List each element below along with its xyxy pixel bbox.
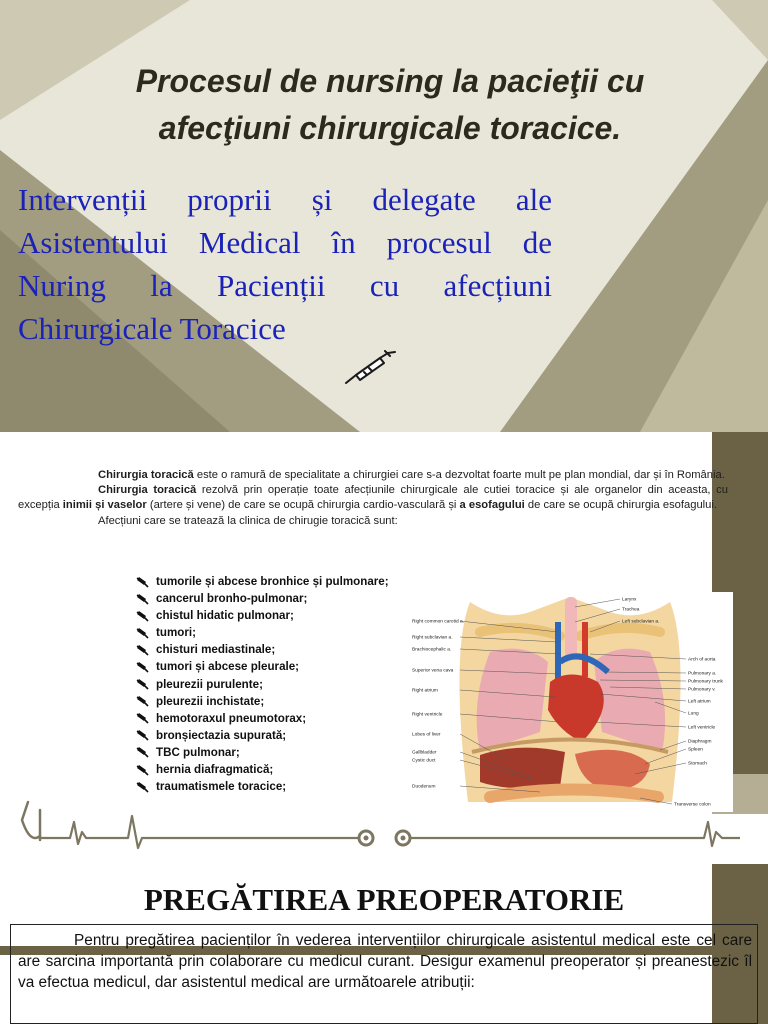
anatomy-label: Pulmonary a.: [688, 671, 717, 677]
list-item-label: pleurezii inchistate;: [156, 694, 265, 708]
anatomy-label: Left atrium: [688, 699, 711, 705]
paragraph-text: de care se ocupă chirurgia esofagului.: [524, 499, 717, 512]
anatomy-label: Left ventricle: [688, 725, 716, 731]
anatomy-label: Arch of aorta: [688, 657, 716, 663]
slide3-title: PREGĂTIREA PREOPERATORIE: [143, 882, 625, 917]
ecg-line-icon: [40, 816, 740, 848]
list-item: [136, 744, 389, 761]
syringe-bullet-icon: [136, 678, 150, 690]
slide1-subtitle: Intervenții proprii și delegate ale Asistentului Medical în procesul de Nuring la Pacienții cu afecțiuni Chirurgicale Toracice: [18, 182, 552, 346]
anatomy-label: Lobes of liver: [412, 732, 441, 738]
list-item-label: TBC pulmonar;: [156, 745, 240, 759]
content-slide-thoracic-surgery: [0, 432, 768, 864]
syringe-bullet-icon: [136, 712, 150, 724]
anatomy-label: Transverse colon: [674, 802, 711, 808]
paragraph-scope: [18, 483, 728, 513]
anatomy-label: Larynx: [622, 597, 637, 603]
list-item: [136, 658, 389, 675]
intro-text: [18, 468, 728, 529]
list-item: [136, 710, 389, 727]
list-item: [136, 573, 389, 590]
anatomy-label: Pulmonary trunk: [688, 679, 723, 685]
content-slide-preoperative: [0, 864, 768, 1024]
anatomy-label: Lung: [688, 711, 699, 717]
title-slide: [0, 0, 768, 432]
syringe-icon: [344, 350, 398, 386]
list-item-label: chistul hidatic pulmonar;: [156, 609, 294, 623]
list-item-label: cancerul bronho-pulmonar;: [156, 592, 308, 606]
syringe-bullet-icon: [136, 695, 150, 707]
anatomy-labels-left: [412, 619, 464, 790]
anatomy-label: Spleen: [688, 747, 703, 753]
list-item-label: hemotoraxul pneumotorax;: [156, 711, 307, 725]
anatomy-label: Left subclavian a.: [622, 619, 660, 625]
paragraph-definition: [18, 468, 728, 483]
term-inimii-vaselor: inimii și vaselor: [62, 499, 147, 512]
anatomy-label: Superior vena cava: [412, 668, 454, 674]
list-item-label: hernia diafragmatică;: [156, 763, 274, 777]
paragraph-text: (artere și vene) de care se ocupă chirurgia cardio-vasculară și: [146, 499, 460, 512]
anatomy-label: Right ventricle: [412, 712, 443, 718]
list-item-label: bronșiectazia supurată;: [156, 728, 287, 742]
thoracic-anatomy-illustration: [410, 592, 733, 812]
term-chirurgia-toracica: Chirurgia toracică: [98, 469, 194, 481]
syringe-bullet-icon: [136, 746, 150, 758]
list-item-label: traumatismele toracice;: [156, 780, 287, 794]
list-item: [136, 624, 389, 641]
preoperative-paragraph: Pentru pregătirea pacienților în vederea intervențiilor chirurgicale asistentul medical este cel care are sarcina importantă prin colaborare cu medicul curant. Desigur examenul preoperator și preanestezic îl va efectua medicul, dar asistentul medical are următoarele atribuții:: [18, 932, 752, 991]
conditions-list: [136, 573, 389, 795]
list-item: [136, 676, 389, 693]
syringe-bullet-icon: [136, 661, 150, 673]
term-chirurgia-toracica-2: Chirurgia toracică: [98, 484, 197, 497]
syringe-bullet-icon: [136, 610, 150, 622]
slide1-title: Procesul de nursing la pacieţii cu afecţiuni chirurgicale toracice.: [135, 63, 645, 146]
syringe-bullet-icon: [136, 627, 150, 639]
list-item: [136, 641, 389, 658]
syringe-bullet-icon: [136, 644, 150, 656]
list-item-label: tumorile și abcese bronhice și pulmonare;: [156, 575, 389, 588]
ecg-divider: [0, 792, 768, 852]
stethoscope-icon: [22, 802, 40, 840]
list-item-label: tumori;: [156, 626, 196, 640]
anatomy-label: Duodenum: [412, 784, 436, 790]
anatomy-label: Brachiocephalic a.: [412, 647, 452, 653]
anatomy-label: Right subclavian a.: [412, 635, 453, 641]
list-item: [136, 761, 389, 778]
list-item-label: tumori și abcese pleurale;: [156, 660, 300, 674]
list-item: [136, 727, 389, 744]
anatomy-label: Gallbladder: [412, 750, 437, 756]
list-item-label: chisturi mediastinale;: [156, 643, 276, 657]
syringe-bullet-icon: [136, 781, 150, 793]
anatomy-label: Stomach: [688, 761, 707, 767]
paragraph-list-intro: Afecțiuni care se tratează la clinica de chirugie toracică sunt:: [98, 514, 398, 527]
list-item: [136, 590, 389, 607]
anatomy-label: Trachea: [622, 607, 640, 613]
paragraph-text: rezolvă prin operație toate afecțiunile chirurgicale ale cutiei toracice și ale organelor din aceasta, cu excepția: [18, 484, 728, 512]
syringe-bullet-icon: [136, 729, 150, 741]
anatomy-label: Right atrium: [412, 688, 438, 694]
list-item: [136, 607, 389, 624]
anatomy-label: Pulmonary v.: [688, 687, 716, 693]
list-item-label: pleurezii purulente;: [156, 677, 263, 691]
anatomy-label: Right common carotid a.: [412, 619, 464, 625]
syringe-bullet-icon: [136, 593, 150, 605]
paragraph-text: este o ramură de specialitate a chirurgiei care s-a dezvoltat foarte mult pe plan mondial, dar și în România.: [193, 469, 725, 481]
list-item: [136, 693, 389, 710]
anatomy-label: Diaphragm: [688, 739, 712, 745]
syringe-bullet-icon: [136, 576, 150, 588]
term-esofagului: a esofagului: [459, 499, 525, 512]
syringe-bullet-icon: [136, 764, 150, 776]
anatomy-label: Cystic duct: [412, 758, 436, 764]
